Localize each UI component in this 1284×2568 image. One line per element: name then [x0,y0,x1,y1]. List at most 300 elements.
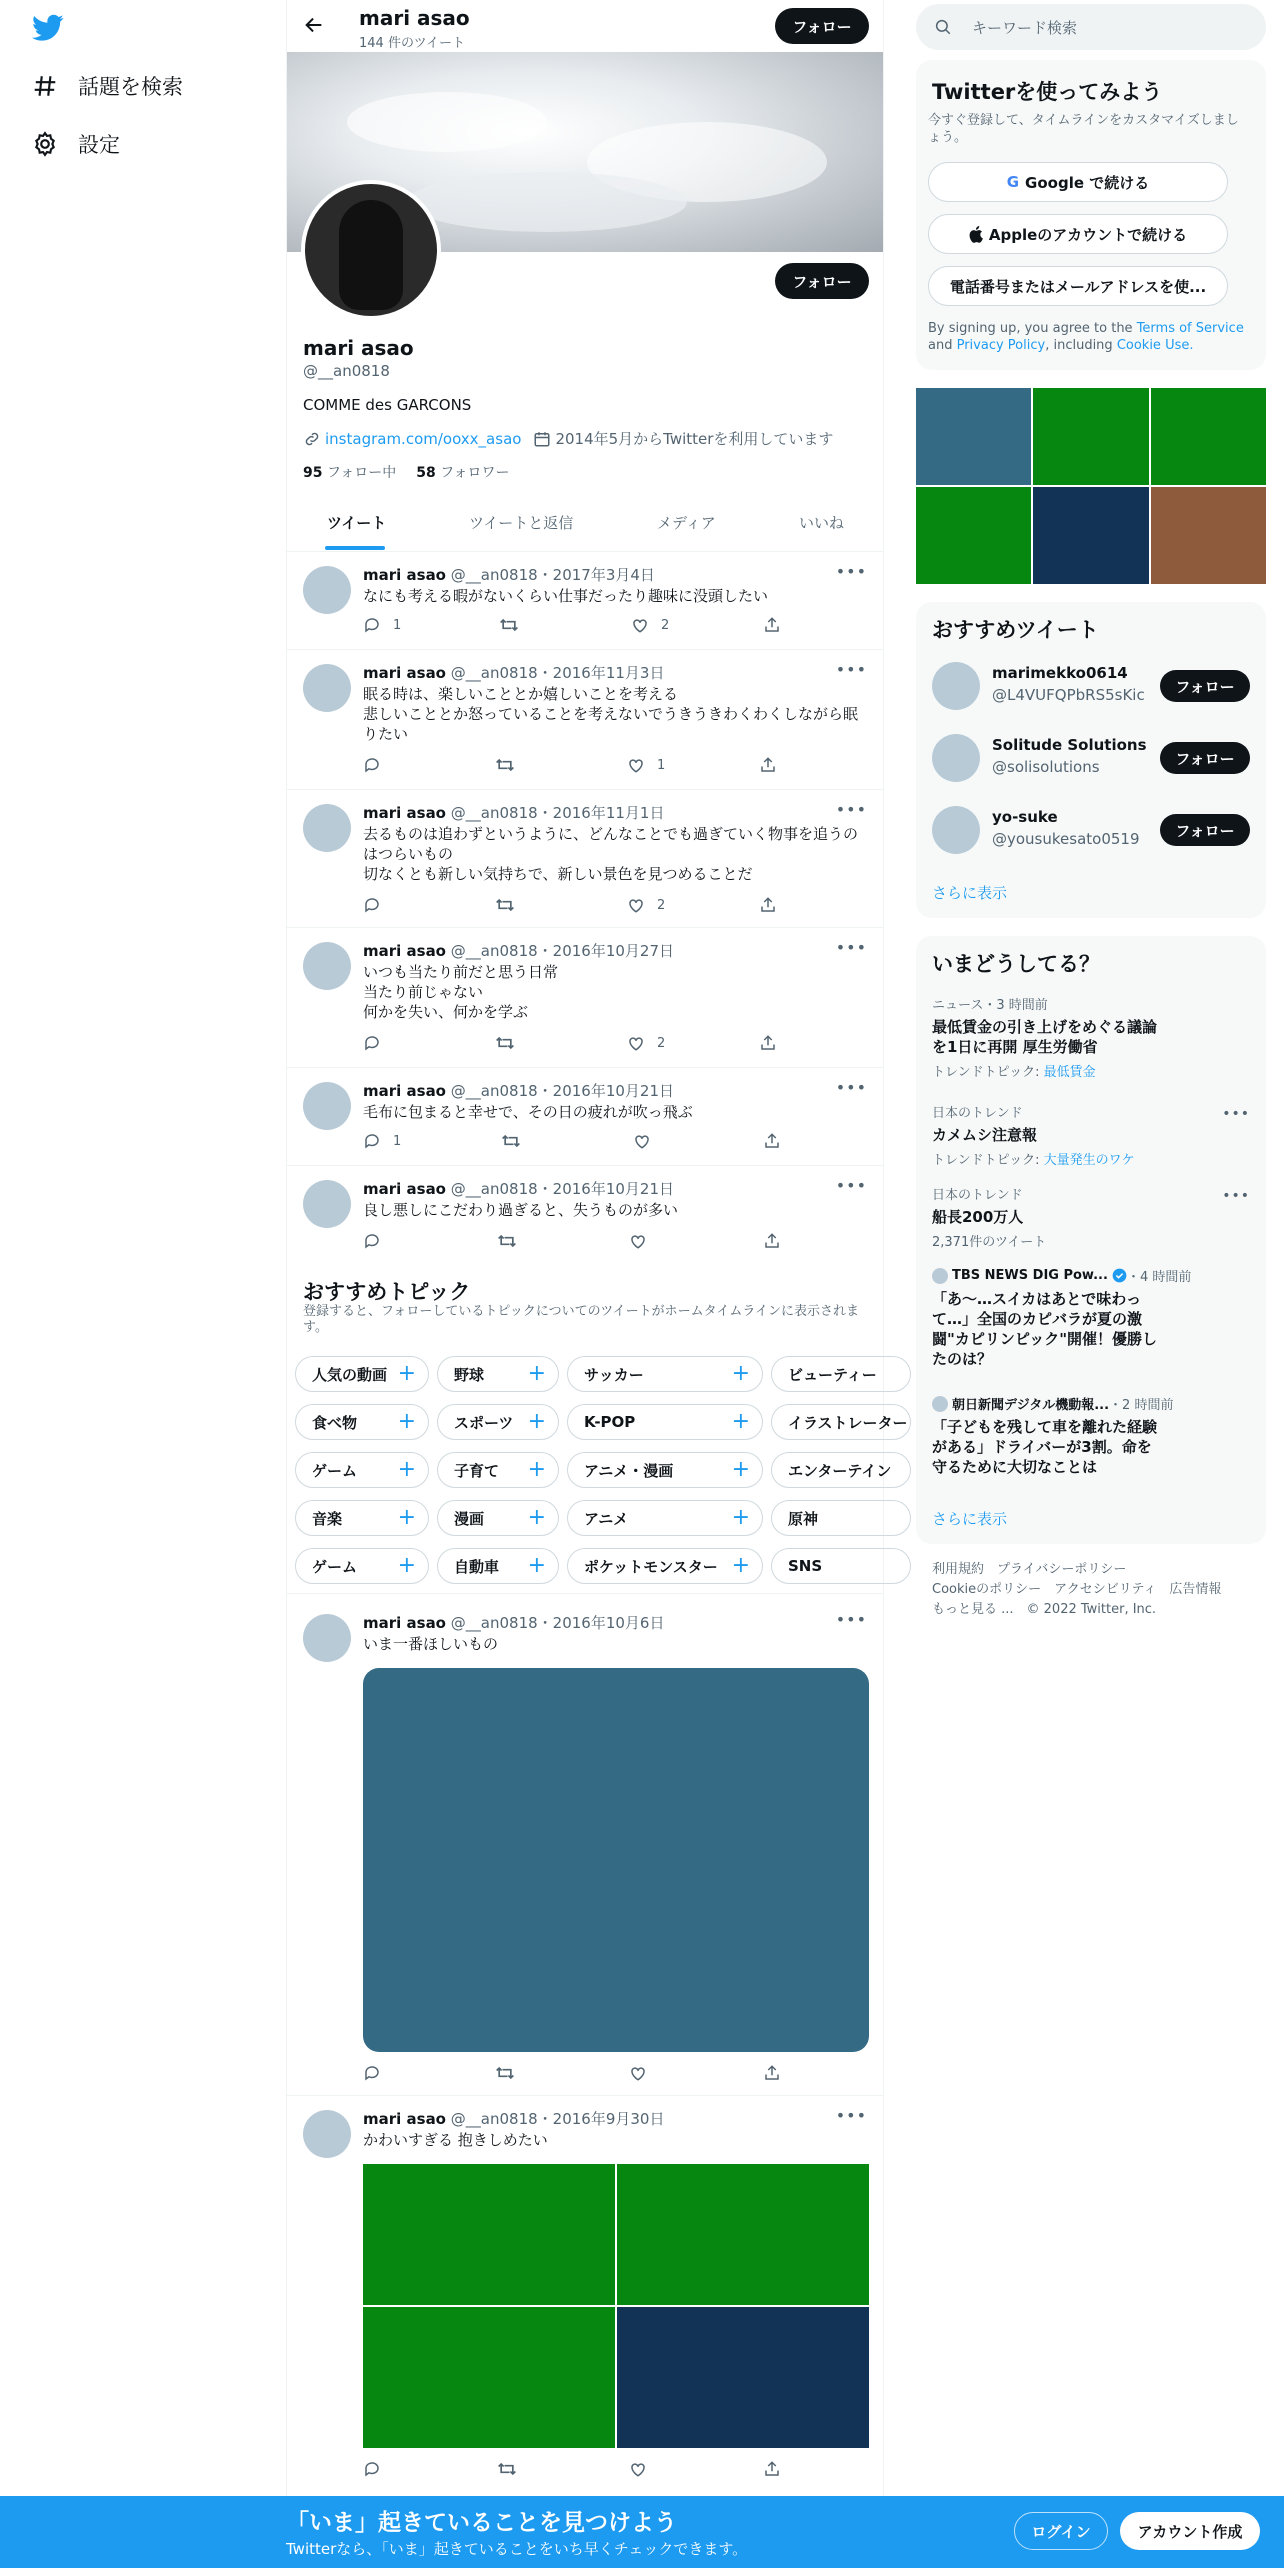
user-avatar[interactable] [932,662,980,710]
topic-chip[interactable] [771,1356,911,1392]
following-link[interactable] [303,462,396,482]
profile-name: mari asao [303,336,414,360]
heart-icon [627,756,645,774]
topic-chip[interactable] [295,1404,429,1440]
apple-signin-button[interactable] [928,214,1228,254]
share-icon [759,896,777,914]
more-icon[interactable]: ••• [1222,1188,1250,1204]
news-time: ・4 時間前 [1126,1270,1192,1285]
signup-subtitle: 今すぐ登録して、タイムラインをカスタマイズしましょう。 [928,113,1239,145]
media-thumbnail[interactable] [916,388,1031,485]
tweet-meta: @__an0818・2016年10月6日 [450,1614,665,1632]
topic-label: サッカー [584,1365,644,1384]
phone-signup-label: 電話番号またはメールアドレスを使... [949,277,1207,296]
retweet-icon [497,2460,517,2478]
privacy-link[interactable]: Privacy Policy [956,338,1046,353]
tweet-text: 毛布に包まると幸せで、その日の疲れが吹っ飛ぶ [363,1103,693,1121]
news-source-avatar [932,1396,948,1412]
reply-icon [363,1034,381,1052]
tweet-author[interactable]: mari asao [363,1082,446,1100]
share-button[interactable] [759,756,777,774]
reply-icon [363,1132,381,1150]
news-source: TBS NEWS DIG Pow... [952,1268,1108,1283]
retweet-button[interactable] [495,1034,515,1052]
trend-item[interactable] [932,1102,1250,1168]
retweet-icon [499,616,519,634]
tweet-image[interactable] [617,2307,869,2448]
user-avatar[interactable] [932,734,980,782]
trend-sub-link[interactable]: 最低賃金 [1043,1065,1096,1080]
login-button[interactable]: ログイン [1014,2512,1108,2550]
profile-link[interactable]: instagram.com/ooxx_asao [325,429,522,448]
tweet-actions [363,2064,783,2084]
trend-title: 船長200万人 [932,1208,1024,1226]
tweet-author[interactable]: mari asao [363,1180,446,1198]
user-handle: @yousukesato0519 [992,830,1140,848]
profile-avatar[interactable] [301,180,441,320]
tweet[interactable] [287,2096,883,2496]
topic-label: ゲーム [312,1461,358,1480]
topic-chip[interactable] [437,1500,559,1536]
header-follow-button[interactable]: フォロー [775,8,869,44]
tweet-meta: @__an0818・2016年9月30日 [450,2110,665,2128]
news-item[interactable] [932,1394,1250,1477]
topic-chip[interactable] [567,1452,763,1488]
plus-icon: + [731,1457,750,1482]
terms-prefix: By signing up, you agree to the [928,321,1137,336]
nav-explore-label: 話題を検索 [78,75,183,99]
retweet-button[interactable] [495,756,515,774]
tweet-avatar[interactable] [303,1614,351,1662]
tweet[interactable] [287,650,883,790]
tweet-actions [363,616,783,636]
phone-signup-button[interactable] [928,266,1228,306]
trend-sub-prefix: トレンドトピック: [932,1153,1044,1168]
reply-button[interactable] [363,1034,393,1052]
trend-sub-prefix: 2,371件のツイート [932,1235,1047,1250]
heart-icon [631,616,649,634]
signup-panel [916,60,1266,370]
tweet[interactable] [287,790,883,928]
tweet-image[interactable] [363,2307,615,2448]
retweet-icon [501,1132,521,1150]
topic-chip[interactable] [295,1356,429,1392]
tweet-avatar[interactable] [303,804,351,852]
topic-chip[interactable] [295,1548,429,1584]
topic-label: SNS [788,1557,823,1575]
topic-chip[interactable] [771,1500,911,1536]
user-avatar[interactable] [932,806,980,854]
like-button[interactable] [627,756,665,774]
tab-tweets[interactable]: ツイート [327,514,387,532]
topic-chip[interactable] [567,1500,763,1536]
topic-label: ビューティー [788,1365,877,1384]
like-count: 2 [657,1035,666,1051]
tweet-meta: @__an0818・2016年10月21日 [450,1082,675,1100]
news-source: 朝日新聞デジタル機動報... [952,1398,1110,1413]
topic-chip[interactable] [295,1500,429,1536]
share-icon [763,1232,781,1250]
share-button[interactable] [759,896,777,914]
share-button[interactable] [763,1232,781,1250]
topic-chip[interactable] [437,1452,559,1488]
topic-label: アニメ・漫画 [584,1461,674,1480]
trend-context: 日本のトレンド [932,1106,1023,1121]
topic-chip[interactable] [771,1452,911,1488]
topic-label: 自動車 [454,1557,500,1576]
reply-button[interactable] [363,756,393,774]
profile-bio: COMME des GARCONS [303,396,472,414]
trends-title: いまどうしてる？ [932,952,1100,976]
twitter-logo-icon[interactable] [32,14,64,42]
topic-chip[interactable] [437,1404,559,1440]
share-button[interactable] [763,616,781,634]
heart-icon [629,2064,647,2082]
trend-sub-prefix: トレンドトピック: [932,1065,1044,1080]
heart-icon [629,1232,647,1250]
tab-active-indicator [325,546,385,550]
retweet-button[interactable] [497,1232,517,1250]
tweet-actions [363,896,783,916]
retweet-button[interactable] [495,2064,515,2082]
trend-title: カメムシ注意報 [932,1126,1038,1144]
apple-icon [969,226,983,242]
topic-label: 子育て [454,1461,500,1480]
like-count: 1 [657,757,666,773]
news-time: ・2 時間前 [1109,1398,1174,1413]
followers-count: 58 [416,465,436,481]
tweet-avatar[interactable] [303,664,351,712]
topic-chip[interactable] [567,1404,763,1440]
nav-settings[interactable] [32,120,120,168]
reply-button[interactable] [363,896,393,914]
more-icon[interactable]: ••• [835,800,867,819]
user-name: marimekko0614 [992,664,1128,682]
media-thumbnail[interactable] [1151,388,1266,485]
topic-label: スポーツ [454,1413,514,1432]
banner-cloud [347,92,547,152]
following-label: フォロー中 [326,465,397,481]
profile-meta [303,428,833,449]
plus-icon: + [527,1409,546,1434]
signup-button[interactable]: アカウント作成 [1120,2512,1260,2550]
plus-icon: + [731,1361,750,1386]
topics-title: おすすめトピック [303,1280,471,1304]
trends-panel [916,936,1266,1544]
trend-item[interactable] [932,1184,1250,1250]
verified-badge-icon [1112,1268,1127,1283]
suggested-user[interactable] [932,802,1250,858]
show-more-link[interactable]: さらに表示 [932,1510,1008,1528]
media-thumbnail[interactable] [1033,487,1149,584]
hashtag-icon [32,73,58,99]
tweet-meta: @__an0818・2016年10月21日 [450,1180,675,1198]
nav-explore[interactable] [32,62,183,110]
share-button[interactable] [759,1034,777,1052]
trend-context: 日本のトレンド [932,1188,1023,1203]
like-button[interactable] [629,2064,647,2082]
media-thumbnail[interactable] [1151,487,1266,584]
share-button[interactable] [763,2064,781,2082]
retweet-icon [495,2064,515,2082]
tweet-text: 眠る時は、楽しいこととか嬉しいことを考える 悲しいこととか怒っていることを考えないでうきうきわくわくしながら眠りたい [363,685,859,743]
terms-and: and [928,338,957,353]
tweet-avatar[interactable] [303,566,351,614]
tweet-avatar[interactable] [303,1180,351,1228]
tab-replies[interactable]: ツイートと返信 [469,514,574,532]
tweet-meta: @__an0818・2016年11月3日 [450,664,665,682]
reply-button[interactable] [363,2460,381,2478]
profile-tabs [287,500,883,552]
topic-chip[interactable] [771,1404,911,1440]
topic-label: アニメ [584,1509,629,1528]
tweet-author[interactable]: mari asao [363,804,446,822]
retweet-icon [495,756,515,774]
plus-icon: + [397,1361,416,1386]
retweet-button[interactable] [499,616,519,634]
plus-icon: + [397,1553,416,1578]
google-icon: G [1006,173,1020,191]
plus-icon: + [397,1457,416,1482]
show-more-link[interactable]: さらに表示 [932,884,1008,902]
bottom-bar-title: 「いま」起きていることを見つけよう [286,2510,677,2536]
topic-chip[interactable] [437,1356,559,1392]
reply-icon [363,1232,381,1250]
tweet-text: いま一番ほしいもの [363,1635,499,1653]
follow-button[interactable]: フォロー [1160,814,1250,846]
search-icon [934,18,952,36]
footer-line[interactable]: もっと見る ... © 2022 Twitter, Inc. [932,1602,1157,1617]
followers-link[interactable] [416,462,509,482]
google-signin-button[interactable] [928,162,1228,202]
media-thumbnail[interactable] [1033,388,1149,485]
tweet-meta: @__an0818・2016年11月1日 [450,804,665,822]
news-title: 「子どもを残して車を離れた経験がある」ドライバーが3割。命を守るために大切なことは [932,1418,1158,1476]
cookie-link[interactable]: Cookie Use. [1116,338,1194,353]
profile-follow-button[interactable]: フォロー [775,263,869,299]
like-button[interactable] [627,1034,665,1052]
share-button[interactable] [763,2460,781,2478]
tweet-text: なにも考える暇がないくらい仕事だったり趣味に没頭したい [363,587,769,605]
tab-media[interactable]: メディア [657,514,716,532]
trend-item[interactable] [932,994,1250,1080]
like-button[interactable] [631,616,669,634]
link-icon [303,430,321,448]
trend-title: 最低賃金の引き上げをめぐる議論 を1日に再開 厚生労働省 [932,1018,1158,1056]
left-nav [0,0,286,2568]
topic-chip[interactable] [567,1356,763,1392]
footer-line[interactable]: 利用規約 プライバシーポリシー [932,1562,1127,1577]
more-icon[interactable]: ••• [835,938,867,957]
plus-icon: + [527,1361,546,1386]
tweet-author[interactable]: mari asao [363,566,446,584]
tweet-actions [363,1034,783,1054]
like-button[interactable] [629,2460,647,2478]
tweet-image[interactable] [617,2164,869,2305]
like-count: 2 [657,897,666,913]
topic-chip[interactable] [437,1548,559,1584]
nav-settings-label: 設定 [78,133,120,157]
share-icon [759,1034,777,1052]
user-name: yo-suke [992,808,1058,826]
media-thumbnail[interactable] [916,487,1031,584]
tweet[interactable] [287,928,883,1068]
tweet[interactable] [287,1068,883,1166]
heart-icon [627,1034,645,1052]
bottom-signup-bar [0,2496,1284,2568]
signup-title: Twitterを使ってみよう [932,80,1163,104]
reply-button[interactable] [363,1232,393,1250]
user-name: Solitude Solutions [992,736,1147,754]
topic-label: 漫画 [454,1509,485,1528]
tweet-text: 良し悪しにこだわり過ぎると、失うものが多い [363,1201,679,1219]
google-signin-label: Google で続ける [1025,173,1150,192]
terms-including: , including [1045,338,1117,353]
tweet[interactable] [287,552,883,650]
topic-label: 原神 [788,1509,819,1528]
back-arrow-icon[interactable] [303,14,325,36]
like-button[interactable] [627,896,665,914]
suggested-user[interactable] [932,730,1250,786]
tweet-avatar[interactable] [303,942,351,990]
followers-label: フォロワー [440,465,510,481]
news-title: 「あ～…スイカはあとで味わって…」全国のカピバラが夏の激闘"カピリンピック"開催！優勝したのは？ [932,1290,1158,1368]
news-item[interactable] [932,1266,1250,1369]
tweet-author[interactable]: mari asao [363,2110,446,2128]
plus-icon: + [527,1457,546,1482]
reply-button[interactable] [363,616,401,634]
share-icon [759,756,777,774]
topic-label: イラストレーター [788,1413,908,1432]
reply-count: 1 [393,617,402,633]
tweet-actions [363,756,783,776]
reply-icon [363,756,381,774]
header-tweet-count: 144 件のツイート [359,36,466,51]
tweet-actions [363,1232,783,1252]
topic-label: ゲーム [312,1557,358,1576]
retweet-icon [495,896,515,914]
topic-chip[interactable] [771,1548,911,1584]
retweet-button[interactable] [497,2460,517,2478]
tweet-image[interactable] [363,1668,869,2052]
topic-label: K-POP [584,1413,636,1431]
calendar-icon [533,430,551,448]
main-column [286,0,908,2568]
retweet-icon [495,1034,515,1052]
trend-sub-link[interactable]: 大量発生のワケ [1043,1153,1135,1168]
more-icon[interactable]: ••• [835,1078,867,1097]
gear-icon [32,131,58,157]
reply-icon [363,896,381,914]
tweet-avatar[interactable] [303,2110,351,2158]
apple-signin-label: Appleのアカウントで続ける [988,225,1188,244]
reply-icon [363,616,381,634]
retweet-button[interactable] [501,1132,521,1150]
plus-icon: + [397,1409,416,1434]
heart-icon [633,1132,651,1150]
follow-button[interactable]: フォロー [1160,742,1250,774]
tweet-text: 去るものは追わずというように、どんなことでも過ぎていく物事を追うのはつらいもの 切なくとも新しい気持ちで、新しい景色を見つめることだ [363,825,859,883]
share-button[interactable] [763,1132,781,1150]
footer-links [932,1560,1250,1620]
topics-subtitle: 登録すると、フォローしているトピックについてのツイートがホームタイムラインに表示されます。 [303,1304,860,1335]
retweet-icon [497,1232,517,1250]
plus-icon: + [731,1553,750,1578]
more-icon[interactable]: ••• [835,2106,867,2125]
heart-icon [629,2460,647,2478]
news-source-avatar [932,1268,948,1284]
profile-handle: @__an0818 [303,362,390,380]
tweet-author[interactable]: mari asao [363,942,446,960]
tweet-image-grid [363,2164,869,2448]
tweet[interactable] [287,1600,883,2096]
profile-joined: 2014年5月からTwitterを利用しています [555,430,834,448]
more-icon[interactable]: ••• [835,1176,867,1195]
tweet-meta: @__an0818・2016年10月27日 [450,942,675,960]
who-to-follow-title: おすすめツイート [932,618,1099,642]
topic-label: 野球 [454,1365,485,1384]
avatar-silhouette [339,200,403,310]
terms-link[interactable]: Terms of Service [1136,321,1244,336]
tab-likes[interactable]: いいね [799,514,845,532]
tweet-avatar[interactable] [303,1082,351,1130]
share-icon [763,616,781,634]
follow-button[interactable]: フォロー [1160,670,1250,702]
suggested-user[interactable] [932,658,1250,714]
profile-stats [303,462,510,482]
more-icon[interactable]: ••• [835,1610,867,1629]
like-button[interactable] [629,1232,659,1250]
share-icon [763,2064,781,2082]
plus-icon: + [731,1505,750,1530]
reply-button[interactable] [363,1132,401,1150]
topic-chip[interactable] [295,1452,429,1488]
topic-chip[interactable] [567,1548,763,1584]
like-count: 2 [661,617,670,633]
more-icon[interactable]: ••• [1222,1106,1250,1122]
signup-terms [928,320,1254,354]
search-box[interactable] [916,4,1266,50]
search-input[interactable]: キーワード検索 [972,18,1078,37]
reply-button[interactable] [363,2064,381,2082]
share-icon [763,2460,781,2478]
footer-line[interactable]: Cookieのポリシー アクセシビリティ 広告情報 [932,1582,1222,1597]
topic-label: エンターテイン [788,1461,892,1480]
retweet-button[interactable] [495,896,515,914]
who-to-follow-panel [916,602,1266,918]
reply-count: 1 [393,1133,402,1149]
following-count: 95 [303,465,323,481]
plus-icon: + [731,1409,750,1434]
tweet-image[interactable] [363,2164,615,2305]
tweet-author[interactable]: mari asao [363,1614,446,1632]
topic-label: 食べ物 [312,1413,358,1432]
like-button[interactable] [633,1132,663,1150]
tweet[interactable] [287,1166,883,1264]
reply-icon [363,2064,381,2082]
user-handle: @L4VUFQPbRS5sKic [992,686,1145,704]
tweet-meta: @__an0818・2017年3月4日 [450,566,655,584]
more-icon[interactable]: ••• [835,660,867,679]
plus-icon: + [527,1553,546,1578]
tweet-author[interactable]: mari asao [363,664,446,682]
more-icon[interactable]: ••• [835,562,867,581]
tweet-text: かわいすぎる 抱きしめたい [363,2131,548,2149]
reply-icon [363,2460,381,2478]
topic-label: ポケットモンスター [584,1557,718,1576]
trend-context: ニュース・3 時間前 [932,998,1048,1013]
plus-icon: + [527,1505,546,1530]
